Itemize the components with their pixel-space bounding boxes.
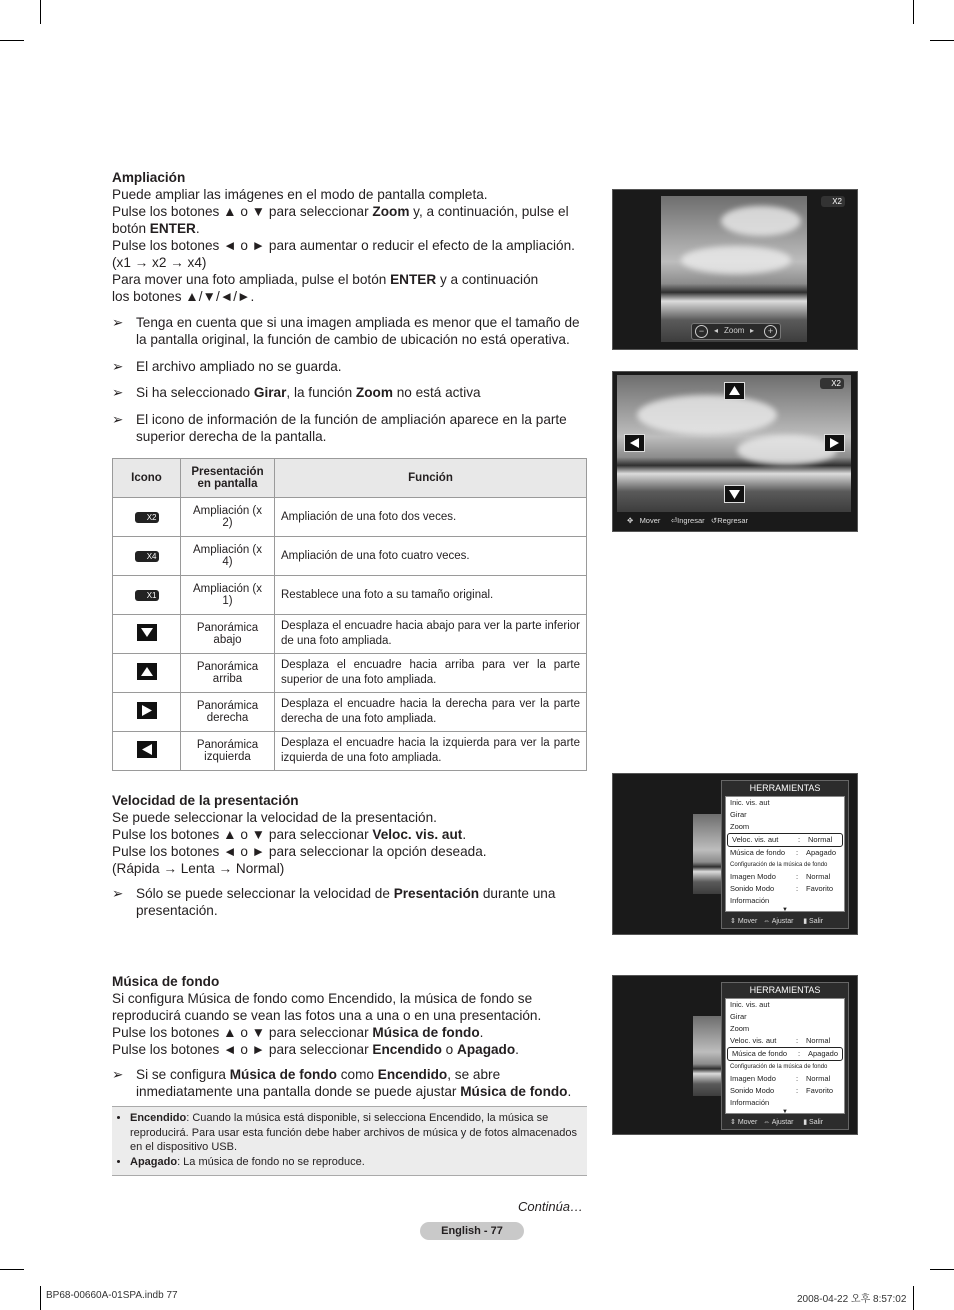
table-header-icon: Icono xyxy=(113,459,181,498)
menu-item[interactable]: Configuración de la música de fondo xyxy=(730,1064,828,1070)
zoom-title: Ampliación xyxy=(112,170,186,185)
table-cell-function: Desplaza el encuadre hacia abajo para ver la parte inferior de una foto ampliada. xyxy=(275,615,587,654)
table-cell-function: Ampliación de una foto cuatro veces. xyxy=(275,537,587,576)
zoom-line6: Para mover una foto ampliada, pulse el botón ENTER y a continuación xyxy=(112,272,539,287)
zoom-right-icon: ▸ xyxy=(750,326,755,335)
zoom-x2-icon: X2 xyxy=(135,512,159,523)
footer-file: BP68-00660A-01SPA.indb 77 xyxy=(46,1290,178,1301)
speed-title: Velocidad de la presentación xyxy=(112,793,299,808)
page-number: English - 77 xyxy=(420,1222,524,1240)
table-row xyxy=(113,732,587,771)
zoom-label: Zoom xyxy=(724,326,745,335)
table-row xyxy=(113,615,587,654)
zoom-control[interactable] xyxy=(691,323,781,340)
continues-label: Continúa… xyxy=(518,1199,584,1214)
table-cell-display: Ampliación (x 1) xyxy=(181,576,275,615)
speed-note: ➢ Sólo se puede seleccionar la velocidad de Presentación durante una presentación. xyxy=(112,886,556,918)
tools-menu-list xyxy=(725,998,845,1114)
down-arrow-icon xyxy=(137,624,157,641)
zoom-badge-icon: X2 xyxy=(820,378,844,389)
zoom-note-2: ➢ El archivo ampliado no se guarda. xyxy=(112,359,342,374)
music-line2: Pulse los botones ▲ o ▼ para seleccionar Música de fondo. xyxy=(112,1025,484,1040)
list-item: • Encendido: Cuando la música está disponible, si selecciona Encendido, la música se reproducirá. Para usar esta función debe haber archivos de música y de fotos almacenados en el dispositivo USB. xyxy=(130,1111,587,1155)
pan-left-icon[interactable] xyxy=(624,434,645,452)
zoom-left-icon: ◂ xyxy=(714,326,719,335)
zoom-note-3: ➢ Si ha seleccionado Girar, la función Zoom no está activa xyxy=(112,385,481,400)
menu-item[interactable]: Girar xyxy=(730,810,747,819)
table-header-function: Función xyxy=(275,459,587,498)
menu-item[interactable]: Música de fondo : Apagado xyxy=(730,848,837,857)
tools-menu-title: HERRAMIENTAS xyxy=(749,985,821,995)
up-arrow-icon xyxy=(137,663,157,680)
note-arrow-icon: ➢ xyxy=(112,412,124,427)
music-line3: Pulse los botones ◄ o ► para seleccionar Encendido o Apagado. xyxy=(112,1042,519,1057)
left-arrow-icon xyxy=(137,741,157,758)
zoom-line7: los botones ▲/▼/◄/►. xyxy=(112,289,255,304)
zoom-line3: botón ENTER. xyxy=(112,221,200,236)
return-icon: ↺ xyxy=(710,516,718,525)
menu-item[interactable]: Girar xyxy=(730,1012,747,1021)
table-cell-display: Panorámica abajo xyxy=(181,615,275,654)
music-info-box xyxy=(112,1106,587,1176)
speed-section xyxy=(112,792,590,877)
pan-right-icon[interactable] xyxy=(824,434,845,452)
tools-screen-speed xyxy=(612,773,858,935)
footer-date: 2008-04-22 오후 8:57:02 xyxy=(797,1294,907,1305)
tools-screen-music xyxy=(612,975,858,1135)
table-cell-display: Panorámica derecha xyxy=(181,693,275,732)
exit-icon: ▮ xyxy=(803,1119,808,1126)
zoom-note-1: ➢ Tenga en cuenta que si una imagen ampliada es menor que el tamaño de la pantalla original, la función de cambio de ubicación no está operativa. xyxy=(112,315,580,347)
pan-footer: ✥ Mover ⏎Ingresar ↺Regresar xyxy=(627,516,749,525)
right-arrow-icon xyxy=(137,702,157,719)
menu-item[interactable]: Inic. vis. aut xyxy=(730,1000,770,1009)
tools-menu xyxy=(721,982,849,1130)
exit-icon: ▮ xyxy=(803,918,808,925)
zoom-x1-icon: X1 xyxy=(135,590,159,601)
speed-line4: (Rápida → Lenta → Normal) xyxy=(112,861,285,876)
music-title: Música de fondo xyxy=(112,974,220,989)
zoom-badge-icon: X2 xyxy=(821,196,845,207)
menu-item[interactable]: Información xyxy=(730,1098,770,1107)
zoom-section xyxy=(112,169,590,305)
speed-line1: Se puede seleccionar la velocidad de la presentación. xyxy=(112,810,437,825)
move-icon: ✥ xyxy=(627,516,634,525)
zoom-line2: Pulse los botones ▲ o ▼ para seleccionar Zoom y, a continuación, pulse el xyxy=(112,204,569,219)
menu-item-selected[interactable]: Veloc. vis. aut : Normal xyxy=(727,833,843,847)
zoom-function-table xyxy=(112,458,587,771)
menu-item[interactable]: Información xyxy=(730,896,770,905)
updown-icon: ⇕ xyxy=(730,918,736,925)
zoom-line4: Pulse los botones ◄ o ► para aumentar o reducir el efecto de la ampliación. xyxy=(112,238,575,253)
table-cell-display: Ampliación (x 2) xyxy=(181,498,275,537)
photo xyxy=(693,1016,723,1096)
music-line1: Si configura Música de fondo como Encendido, la música de fondo se reproducirá cuando se vean las fotos una a una o en una presentación. xyxy=(112,991,542,1023)
enter-icon: ⏎ xyxy=(670,516,678,525)
table-cell-display: Panorámica arriba xyxy=(181,654,275,693)
menu-item[interactable]: Imagen Modo : Normal xyxy=(730,872,831,881)
table-row xyxy=(113,576,587,615)
table-row xyxy=(113,654,587,693)
leftright-icon: ⇔ xyxy=(763,918,771,925)
note-arrow-icon: ➢ xyxy=(112,385,124,400)
tools-menu xyxy=(721,780,849,929)
menu-item[interactable]: Veloc. vis. aut : Normal xyxy=(730,1036,831,1045)
table-row xyxy=(113,498,587,537)
table-header-display: Presentación en pantalla xyxy=(181,459,275,498)
list-item: • Apagado: La música de fondo no se reproduce. xyxy=(130,1155,587,1170)
menu-item[interactable]: Inic. vis. aut xyxy=(730,798,770,807)
scroll-down-icon[interactable]: ▼ xyxy=(782,907,788,913)
note-arrow-icon: ➢ xyxy=(112,315,124,330)
menu-item[interactable]: Zoom xyxy=(730,822,750,831)
tools-menu-footer: ⇕ Mover ⇔ Ajustar ▮ Salir xyxy=(730,918,824,925)
zoom-line5: (x1 → x2 → x4) xyxy=(112,255,207,270)
leftright-icon: ⇔ xyxy=(763,1119,771,1126)
menu-item[interactable]: Sonido Modo : Favorito xyxy=(730,1086,834,1095)
scroll-down-icon[interactable]: ▼ xyxy=(782,1109,788,1115)
zoom-note-4: ➢ El icono de información de la función de ampliación aparece en la parte superior derecha de la pantalla. xyxy=(112,412,567,444)
music-section xyxy=(112,973,590,1058)
note-arrow-icon: ➢ xyxy=(112,886,124,901)
updown-icon: ⇕ xyxy=(730,1119,736,1126)
table-row xyxy=(113,537,587,576)
table-cell-function: Desplaza el encuadre hacia la izquierda para ver la parte izquierda de una foto ampliada. xyxy=(275,732,587,771)
menu-item[interactable]: Zoom xyxy=(730,1024,750,1033)
table-cell-display: Ampliación (x 4) xyxy=(181,537,275,576)
tools-menu-list xyxy=(725,796,845,912)
note-arrow-icon: ➢ xyxy=(112,359,124,374)
menu-item-selected[interactable]: Música de fondo : Apagado xyxy=(727,1047,843,1061)
tools-menu-footer: ⇕ Mover ⇔ Ajustar ▮ Salir xyxy=(730,1119,824,1126)
table-cell-function: Ampliación de una foto dos veces. xyxy=(275,498,587,537)
speed-line3: Pulse los botones ◄ o ► para seleccionar la opción deseada. xyxy=(112,844,487,859)
photo xyxy=(661,196,807,342)
menu-item[interactable]: Imagen Modo : Normal xyxy=(730,1074,831,1083)
pan-down-icon[interactable] xyxy=(724,485,745,503)
music-note: ➢ Si se configura Música de fondo como Encendido, se abre inmediatamente una pantalla donde se puede ajustar Música de fondo. xyxy=(112,1067,572,1099)
table-cell-display: Panorámica izquierda xyxy=(181,732,275,771)
zoom-screen xyxy=(612,189,858,350)
table-cell-function: Restablece una foto a su tamaño original. xyxy=(275,576,587,615)
menu-item[interactable]: Configuración de la música de fondo xyxy=(730,862,828,868)
zoom-out-icon[interactable]: − xyxy=(695,325,708,338)
table-cell-function: Desplaza el encuadre hacia la derecha para ver la parte derecha de una foto ampliada. xyxy=(275,693,587,732)
tools-menu-title: HERRAMIENTAS xyxy=(749,783,821,793)
zoom-line1: Puede ampliar las imágenes en el modo de pantalla completa. xyxy=(112,187,488,202)
zoom-in-icon[interactable]: + xyxy=(764,325,777,338)
speed-line2: Pulse los botones ▲ o ▼ para seleccionar Veloc. vis. aut. xyxy=(112,827,467,842)
menu-item[interactable]: Sonido Modo : Favorito xyxy=(730,884,834,893)
table-row xyxy=(113,693,587,732)
note-arrow-icon: ➢ xyxy=(112,1067,124,1082)
photo xyxy=(693,814,723,894)
pan-up-icon[interactable] xyxy=(724,382,745,400)
pan-screen xyxy=(612,371,858,532)
zoom-x4-icon: X4 xyxy=(135,551,159,562)
table-cell-function: Desplaza el encuadre hacia arriba para ver la parte superior de una foto ampliada. xyxy=(275,654,587,693)
